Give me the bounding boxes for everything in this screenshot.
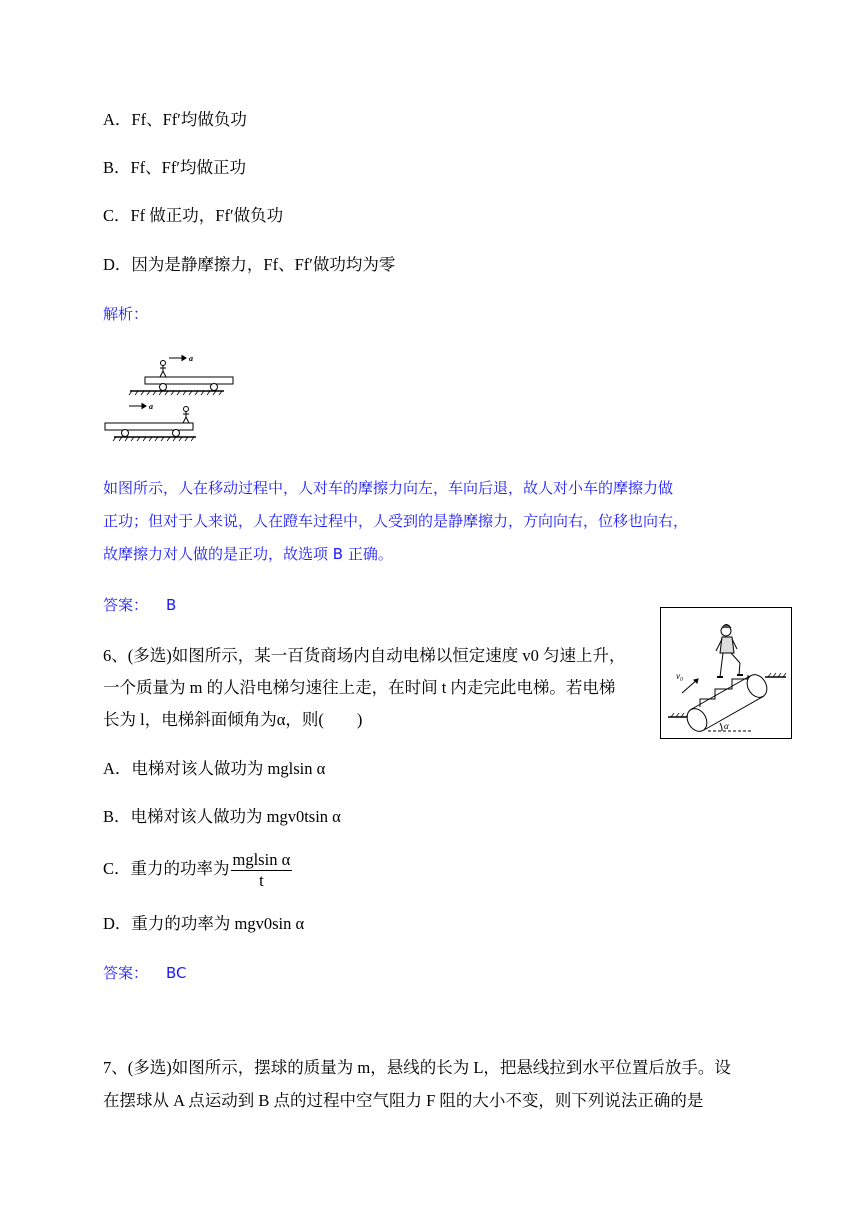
answer-label: 答案： bbox=[103, 964, 149, 982]
answer-value: BC bbox=[166, 964, 187, 982]
alpha-label: α bbox=[724, 721, 729, 731]
q6-option-d: D．重力的功率为 mgv0sin α bbox=[103, 914, 305, 933]
option-c-prefix: C．重力的功率为 bbox=[103, 859, 230, 878]
q7-line-1: 7、(多选)如图所示，摆球的质量为 m，悬线的长为 L，把悬线拉到水平位置后放手。设 bbox=[103, 1058, 731, 1077]
q6-line-3: 长为 l，电梯斜面倾角为α，则( ) bbox=[103, 710, 363, 729]
answer-6 bbox=[103, 962, 187, 984]
q6-line-2: 一个质量为 m 的人沿电梯匀速往上走，在时间 t 内走完此电梯。若电梯 bbox=[103, 678, 616, 697]
option-c: C．Ff 做正功，Ff′做负功 bbox=[103, 206, 284, 225]
analysis-label: 解析： bbox=[103, 305, 149, 323]
cart-person-figure bbox=[100, 350, 240, 445]
option-d: D．因为是静摩擦力，Ff、Ff′做功均为零 bbox=[103, 255, 396, 274]
answer-label: 答案： bbox=[103, 596, 149, 614]
fraction-denominator: t bbox=[259, 870, 264, 890]
q6-option-b: B．电梯对该人做功为 mgv0tsin α bbox=[103, 807, 341, 826]
explanation-line-2: 正功；但对于人来说，人在蹬车过程中，人受到的是静摩擦力，方向向右，位移也向右， bbox=[103, 512, 689, 530]
escalator-figure bbox=[660, 607, 793, 739]
q6-option-a: A．电梯对该人做功为 mglsin α bbox=[103, 759, 326, 778]
explanation-line-1: 如图所示，人在移动过程中，人对车的摩擦力向左，车向后退，故人对小车的摩擦力做 bbox=[103, 479, 674, 497]
q6-option-c bbox=[103, 849, 292, 891]
v0-label: v₀ bbox=[676, 671, 684, 681]
upper-accel-label: a bbox=[189, 354, 193, 363]
option-a: A．Ff、Ff′均做负功 bbox=[103, 110, 247, 129]
answer-value: B bbox=[166, 596, 177, 614]
answer-5 bbox=[103, 594, 176, 616]
option-b: B．Ff、Ff′均做正功 bbox=[103, 158, 246, 177]
q7-line-2: 在摆球从 A 点运动到 B 点的过程中空气阻力 F 阻的大小不变，则下列说法正确的是 bbox=[103, 1091, 704, 1110]
fraction-numerator: mglsin α bbox=[232, 849, 291, 869]
upper-cart-scene bbox=[129, 356, 233, 396]
lower-accel-label: a bbox=[149, 402, 153, 411]
q6-line-1: 6、(多选)如图所示，某一百货商场内自动电梯以恒定速度 v0 匀速上升， bbox=[103, 646, 626, 665]
power-fraction bbox=[231, 850, 293, 891]
explanation-line-3: 故摩擦力对人做的是正功，故选项 B 正确。 bbox=[103, 545, 393, 563]
